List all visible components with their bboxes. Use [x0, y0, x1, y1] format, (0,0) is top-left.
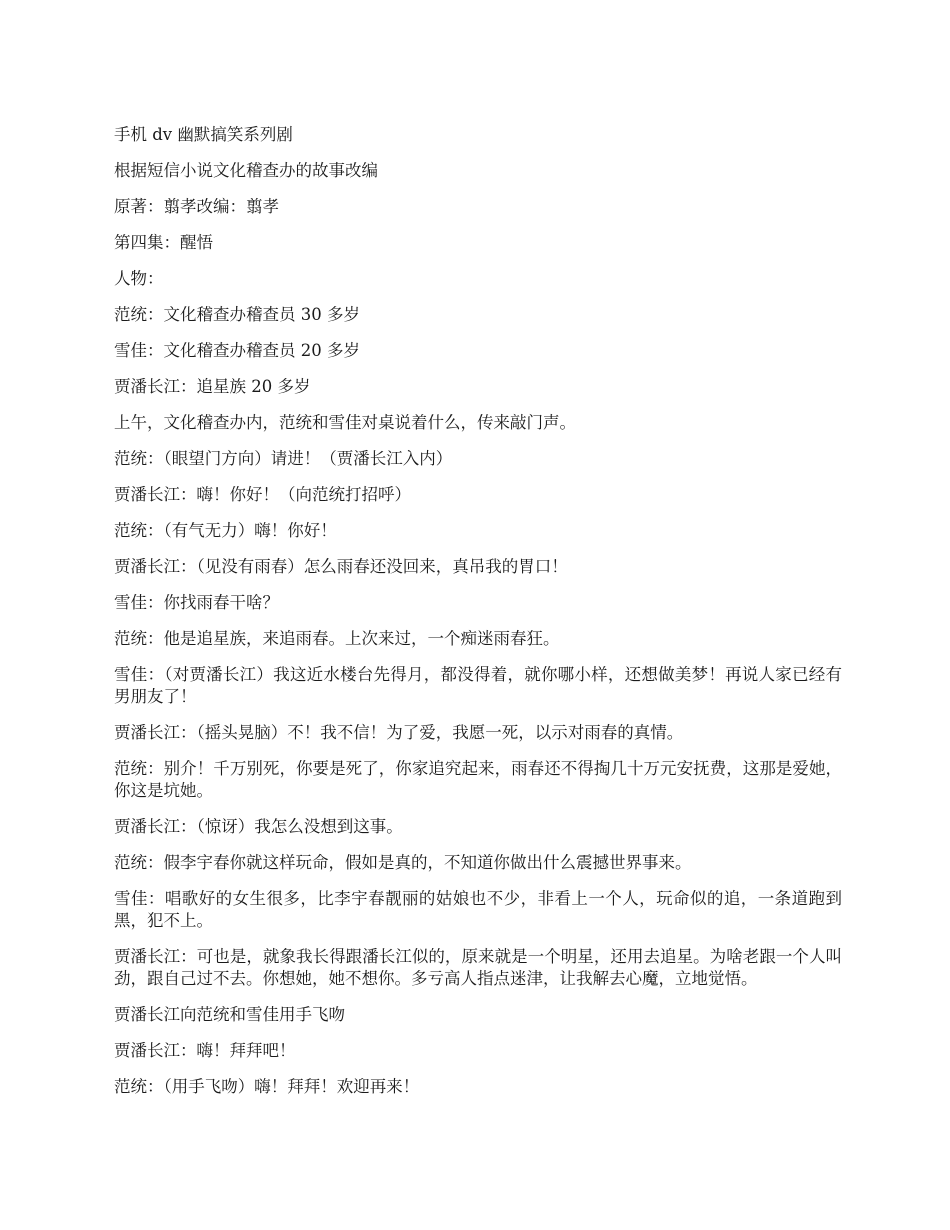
- characters-heading: 人物：: [114, 269, 164, 288]
- episode-title: 第四集：醒悟: [114, 233, 213, 252]
- dialogue-line: 贾潘长江：（惊讶）我怎么没想到这事。: [114, 817, 403, 836]
- series-title: 手机 dv 幽默搞笑系列剧: [114, 125, 293, 144]
- dialogue-line: 雪佳：（对贾潘长江）我这近水楼台先得月，都没得着，就你哪小样，还想做美梦！再说人家已经有男朋友了！: [114, 665, 842, 706]
- dialogue-line: 贾潘长江：嗨！拜拜吧！: [114, 1041, 296, 1060]
- dialogue-line: 范统：假李宇春你就这样玩命，假如是真的，不知道你做出什么震撼世界事来。: [114, 853, 692, 872]
- dialogue-line: 雪佳：唱歌好的女生很多，比李宇春靓丽的姑娘也不少，非看上一个人，玩命似的追，一条道跑到黑，犯不上。: [114, 889, 842, 930]
- author-line: 原著：翦孝改编：翦孝: [114, 197, 279, 216]
- dialogue-line: 贾潘长江：可也是，就象我长得跟潘长江似的，原来就是一个明星，还用去追星。为啥老跟一个人叫劲，跟自己过不去。你想她，她不想你。多亏高人指点迷津，让我解去心魔，立地觉悟。: [114, 947, 842, 988]
- dialogue-line: 贾潘长江：（见没有雨春）怎么雨春还没回来，真吊我的胃口！: [114, 557, 568, 576]
- dialogue-line: 范统：别介！千万别死，你要是死了，你家追究起来，雨春还不得掏几十万元安抚费，这那是爱她，你这是坑她。: [114, 759, 842, 800]
- dialogue-line: 贾潘长江：（摇头晃脑）不！我不信！为了爱，我愿一死，以示对雨春的真情。: [114, 723, 684, 742]
- adaptation-note: 根据短信小说文化稽查办的故事改编: [114, 161, 378, 180]
- dialogue-line: 范统：他是追星族，来追雨春。上次来过，一个痴迷雨春狂。: [114, 629, 560, 648]
- stage-direction: 贾潘长江向范统和雪佳用手飞吻: [114, 1005, 345, 1024]
- document-page: [114, 124, 842, 1112]
- dialogue-line: 范统：（眼望门方向）请进！（贾潘长江入内）: [114, 449, 453, 468]
- dialogue-line: 雪佳：你找雨春干啥？: [114, 593, 279, 612]
- character-xuejia: 雪佳：文化稽查办稽查员 20 多岁: [114, 341, 360, 360]
- character-fantong: 范统：文化稽查办稽查员 30 多岁: [114, 305, 360, 324]
- dialogue-line: 贾潘长江：嗨！你好！（向范统打招呼）: [114, 485, 411, 504]
- scene-description: 上午，文化稽查办内，范统和雪佳对桌说着什么，传来敲门声。: [114, 413, 576, 432]
- character-jiapanchangjiang: 贾潘长江：追星族 20 多岁: [114, 377, 311, 396]
- dialogue-line: 范统：（用手飞吻）嗨！拜拜！欢迎再来！: [114, 1077, 420, 1096]
- dialogue-line: 范统：（有气无力）嗨！你好！: [114, 521, 337, 540]
